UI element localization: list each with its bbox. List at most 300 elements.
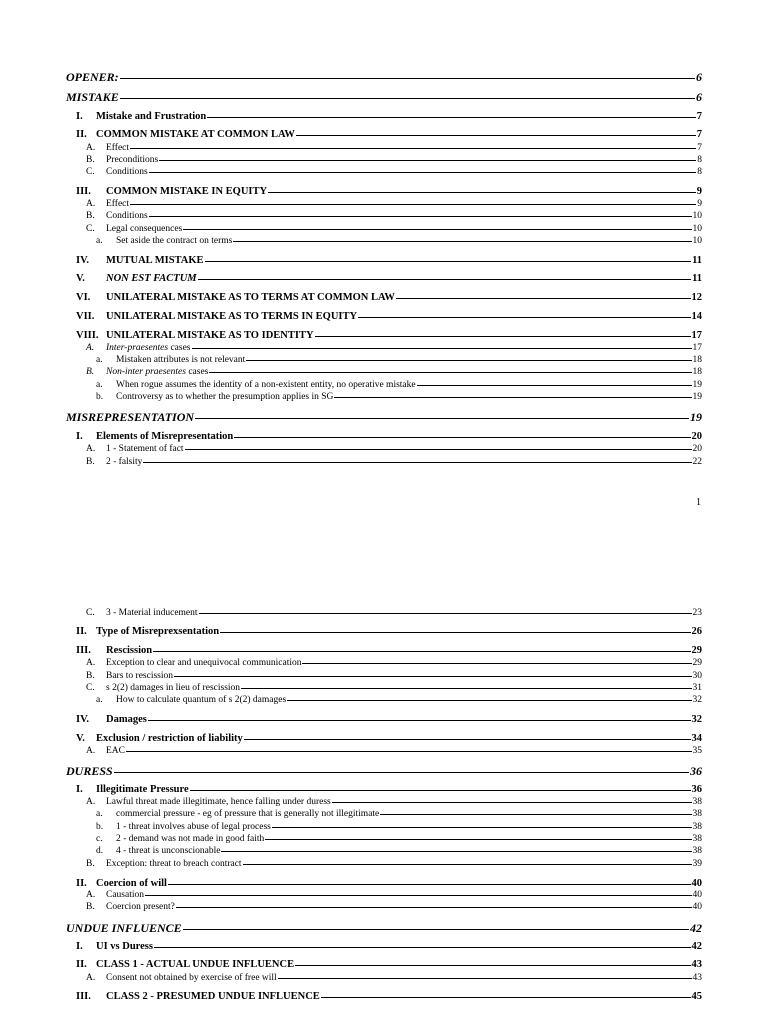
toc-entry-title [76, 645, 152, 656]
toc-entry-page: 19 [692, 380, 702, 390]
toc-entry-number: I. [76, 431, 83, 442]
toc-entry-page: 11 [692, 273, 702, 284]
toc-entry-page: 31 [692, 683, 702, 693]
toc-entry[interactable] [66, 392, 702, 402]
toc-leader-line [143, 462, 691, 463]
toc-entry-text: UNILATERAL MISTAKE AS TO TERMS IN EQUITY [106, 311, 358, 322]
toc-leader-line [332, 802, 692, 803]
toc-entry-text: How to calculate quantum of s 2(2) damages [116, 695, 287, 705]
toc-leader-line [380, 814, 691, 815]
toc-entry[interactable] [66, 746, 702, 756]
toc-entry[interactable] [66, 410, 702, 425]
toc-entry[interactable] [66, 695, 702, 705]
toc-entry-page: 19 [692, 392, 702, 402]
toc-entry-page: 38 [692, 834, 702, 844]
toc-entry[interactable] [66, 608, 702, 618]
toc-entry[interactable] [66, 186, 702, 197]
toc-leader-line [120, 78, 695, 79]
toc-entry-number: b. [96, 822, 104, 832]
toc-entry-number: d. [96, 846, 104, 856]
toc-entry-page: 8 [697, 167, 702, 177]
toc-entry-page: 20 [691, 431, 702, 442]
toc-leader-line [417, 385, 692, 386]
toc-entry[interactable] [66, 167, 702, 177]
toc-entry-page: 29 [691, 645, 702, 656]
toc-entry-title [86, 155, 158, 165]
toc-entry[interactable] [66, 733, 702, 744]
toc-entry-title [86, 973, 277, 983]
toc-entry-text: CLASS 2 - PRESUMED UNDUE INFLUENCE [106, 991, 320, 1002]
toc-leader-line [159, 160, 696, 161]
toc-entry[interactable] [66, 902, 702, 912]
toc-leader-line [205, 261, 692, 262]
toc-entry-number: A. [86, 797, 96, 807]
toc-leader-line [209, 372, 691, 373]
toc-entry-text: Consent not obtained by exercise of free will [106, 973, 277, 983]
toc-leader-line [190, 790, 691, 791]
toc-leader-line [183, 929, 689, 930]
toc-entry-page: 18 [692, 367, 702, 377]
toc-entry-number: VII. [76, 311, 95, 322]
toc-leader-line [149, 172, 697, 173]
toc-entry-title [66, 410, 194, 425]
toc-leader-line [246, 360, 691, 361]
toc-leader-line [221, 851, 691, 852]
toc-entry-page: 9 [697, 199, 702, 209]
toc-entry-number: C. [86, 608, 95, 618]
toc-entry-number: B. [86, 367, 95, 377]
toc-entry-page: 9 [696, 186, 702, 197]
toc-leader-line [220, 632, 690, 633]
toc-entry-page: 18 [692, 355, 702, 365]
toc-entry-title [76, 941, 153, 952]
toc-entry-text: Bars to rescission [106, 671, 174, 681]
toc-entry-text: UNDUE INFLUENCE [66, 921, 182, 935]
toc-leader-line [358, 317, 690, 318]
toc-entry-text: Damages [106, 714, 147, 725]
page-number: 1 [696, 497, 701, 508]
toc-entry[interactable] [66, 973, 702, 983]
toc-leader-line [295, 965, 690, 966]
toc-entry-text: Mistaken attributes is not relevant [116, 355, 246, 365]
toc-entry-title [96, 809, 379, 819]
toc-entry-text: s 2(2) damages in lieu of rescission [106, 683, 241, 693]
toc-entry-text: Set aside the contract on terms [116, 236, 233, 246]
toc-entry-number: a. [96, 355, 103, 365]
toc-entry-text: EAC [106, 746, 125, 756]
toc-entry-title [86, 683, 240, 693]
toc-entry-text: UNILATERAL MISTAKE AS TO IDENTITY [106, 330, 314, 341]
toc-entry[interactable] [66, 444, 702, 454]
toc-entry-page: 10 [692, 224, 702, 234]
toc-entry-number: B. [86, 671, 95, 681]
toc-entry-number: A. [86, 746, 96, 756]
toc-entry-text: Mistake and Frustration [96, 111, 207, 122]
toc-entry-text: COMMON MISTAKE IN EQUITY [106, 186, 268, 197]
toc-entry-title [66, 921, 182, 936]
toc-entry-page: 43 [691, 959, 702, 970]
toc-entry-page: 14 [691, 311, 702, 322]
toc-entry[interactable] [66, 714, 702, 725]
toc-entry-title-italic: Inter-praesentes [106, 343, 169, 353]
toc-entry[interactable] [66, 834, 702, 844]
toc-entry-title [76, 714, 147, 725]
toc-entry-text: Coercion present? [106, 902, 175, 912]
toc-entry-title [76, 255, 204, 266]
toc-entry-title [76, 959, 294, 970]
toc-entry[interactable] [66, 111, 702, 122]
toc-entry-title [96, 846, 220, 856]
toc-entry[interactable] [66, 155, 702, 165]
toc-entry-number: V. [76, 733, 85, 744]
toc-entry-page: 39 [692, 859, 702, 869]
toc-leader-line [120, 98, 695, 99]
toc-entry[interactable] [66, 380, 702, 390]
toc-entry-page: 7 [696, 111, 702, 122]
toc-entry-number: II. [76, 878, 87, 889]
toc-entry-text: MISTAKE [66, 90, 119, 104]
toc-entry-number: a. [96, 695, 103, 705]
toc-entry[interactable] [66, 921, 702, 936]
toc-entry[interactable] [66, 355, 702, 365]
toc-entry-title [76, 626, 219, 637]
toc-entry-text: Conditions [106, 211, 148, 221]
toc-entry-title [76, 431, 233, 442]
toc-entry-page: 17 [692, 343, 702, 353]
toc-entry-title [76, 111, 206, 122]
toc-entry[interactable] [66, 846, 702, 856]
toc-entry[interactable] [66, 311, 702, 322]
toc-entry[interactable] [66, 367, 702, 377]
toc-leader-line [234, 437, 690, 438]
toc-entry-page: 45 [691, 991, 702, 1002]
toc-entry-number: IV. [76, 255, 89, 266]
toc-entry-text: Preconditions [106, 155, 159, 165]
toc-entry-number: IV. [76, 714, 89, 725]
toc-leader-line [265, 839, 691, 840]
toc-entry[interactable] [66, 797, 702, 807]
toc-entry-text: Rescission [106, 645, 153, 656]
toc-entry-page: 40 [691, 878, 702, 889]
toc-entry-text: CLASS 1 - ACTUAL UNDUE INFLUENCE [96, 959, 295, 970]
toc-entry[interactable] [66, 878, 702, 889]
toc-leader-line [272, 827, 692, 828]
toc-entry-page: 12 [691, 292, 702, 303]
toc-entry-text: 1 - threat involves abuse of legal process [116, 822, 271, 832]
toc-entry[interactable] [66, 671, 702, 681]
toc-entry-number: A. [86, 973, 96, 983]
toc-entry-page: 30 [692, 671, 702, 681]
toc-entry-page: 35 [692, 746, 702, 756]
toc-leader-line [114, 772, 689, 773]
toc-entry-text: Type of Misreprexsentation [96, 626, 220, 637]
toc-entry[interactable] [66, 941, 702, 952]
toc-entry[interactable] [66, 626, 702, 637]
toc-entry-page: 36 [691, 784, 702, 795]
toc-entry-text: NON EST FACTUM [106, 273, 197, 284]
toc-leader-line [195, 418, 689, 419]
toc-entry-title [86, 444, 184, 454]
toc-entry-text: UI vs Duress [96, 941, 153, 952]
toc-entry-title [86, 797, 331, 807]
toc-entry-page: 38 [692, 822, 702, 832]
toc-leader-line [296, 135, 696, 136]
toc-entry-number: II. [76, 129, 87, 140]
toc-entry-title [96, 392, 333, 402]
toc-entry-title [76, 292, 395, 303]
toc-entry-page: 10 [692, 211, 702, 221]
toc-entry-title [96, 380, 416, 390]
toc-entry-number: I. [76, 111, 83, 122]
toc-entry[interactable] [66, 129, 702, 140]
toc-entry-text: Causation [106, 890, 144, 900]
toc-entry-title-italic: Non-inter praesentes [106, 367, 186, 377]
toc-leader-line [287, 700, 691, 701]
toc-entry-page: 32 [692, 695, 702, 705]
toc-entry[interactable] [66, 255, 702, 266]
toc-entry-text: 1 - Statement of fact [106, 444, 184, 454]
toc-entry-page: 42 [691, 941, 702, 952]
toc-leader-line [183, 229, 691, 230]
toc-entry[interactable] [66, 809, 702, 819]
toc-entry[interactable] [66, 457, 702, 467]
toc-entry-page: 10 [692, 236, 702, 246]
toc-entry-number: A. [86, 890, 96, 900]
toc-entry-title [96, 355, 245, 365]
toc-leader-line [278, 978, 692, 979]
toc-entry-page: 8 [697, 155, 702, 165]
toc-entry-number: c. [96, 834, 103, 844]
toc-entry-title [86, 224, 182, 234]
toc-entry-title [96, 695, 286, 705]
toc-entry-text: Exclusion / restriction of liability [96, 733, 243, 744]
toc-entry-number: I. [76, 784, 83, 795]
toc-entry-page: 32 [691, 714, 702, 725]
toc-entry-number: I. [76, 941, 83, 952]
toc-entry-page: 38 [692, 809, 702, 819]
toc-entry-page: 38 [692, 846, 702, 856]
toc-entry-text: Controversy as to whether the presumption applies in SG [116, 392, 334, 402]
toc-entry-number: C. [86, 167, 95, 177]
toc-entry-number: II. [76, 626, 87, 637]
toc-entry-text: Effect [106, 143, 130, 153]
toc-entry-text: Legal consequences [106, 224, 183, 234]
toc-entry-page: 19 [690, 410, 702, 424]
toc-entry[interactable] [66, 343, 702, 353]
toc-leader-line [174, 676, 691, 677]
toc-entry-text: Elements of Misrepresentation [96, 431, 234, 442]
toc-entry[interactable] [66, 143, 702, 153]
toc-entry-title [86, 143, 129, 153]
toc-entry-number: b. [96, 392, 104, 402]
toc-entry[interactable] [66, 784, 702, 795]
toc-leader-line [244, 739, 691, 740]
toc-entry[interactable] [66, 273, 702, 284]
toc-entry-title [86, 167, 148, 177]
toc-entry-title [76, 733, 243, 744]
toc-entry[interactable] [66, 199, 702, 209]
toc-entry[interactable] [66, 683, 702, 693]
toc-entry-page: 34 [691, 733, 702, 744]
toc-entry-text: 3 - Material inducement [106, 608, 198, 618]
toc-entry-title [86, 211, 148, 221]
toc-entry-page: 23 [692, 608, 702, 618]
toc-entry[interactable] [66, 330, 702, 341]
toc-leader-line [130, 148, 696, 149]
toc-entry-text: Lawful threat made illegitimate, hence falling under duress [106, 797, 331, 807]
toc-entry-number: C. [86, 224, 95, 234]
toc-entry-title [86, 457, 142, 467]
toc-entry-number: C. [86, 683, 95, 693]
toc-leader-line [199, 613, 692, 614]
toc-entry-title-rest: cases [185, 367, 209, 377]
toc-entry-page: 20 [692, 444, 702, 454]
toc-entry-number: A. [86, 658, 96, 668]
toc-entry-page: 7 [696, 129, 702, 140]
toc-entry-title [86, 859, 242, 869]
toc-leader-line [130, 204, 696, 205]
toc-entry-page: 36 [690, 764, 702, 778]
toc-entry[interactable] [66, 224, 702, 234]
toc-entry-title [86, 367, 208, 377]
toc-leader-line [154, 947, 691, 948]
toc-entry-text: DURESS [66, 764, 113, 778]
toc-entry-title [96, 834, 264, 844]
toc-entry-number: a. [96, 809, 103, 819]
toc-leader-line [243, 864, 692, 865]
toc-leader-line [241, 688, 691, 689]
toc-leader-line [168, 884, 691, 885]
toc-entry-number: B. [86, 211, 95, 221]
toc-entry-number: B. [86, 457, 95, 467]
toc-entry-text: Coercion of will [96, 878, 167, 889]
toc-entry-number: a. [96, 236, 103, 246]
toc-leader-line [153, 651, 690, 652]
toc-entry-page: 40 [692, 902, 702, 912]
toc-entry-number: VI. [76, 292, 91, 303]
toc-entry-text: COMMON MISTAKE AT COMMON LAW [96, 129, 295, 140]
toc-entry-page: 6 [696, 70, 702, 84]
toc-entry[interactable] [66, 890, 702, 900]
toc-entry-title [76, 784, 189, 795]
toc-entry-text: When rogue assumes the identity of a non-existent entity, no operative mistake [116, 380, 416, 390]
toc-entry-number: III. [76, 645, 91, 656]
toc-entry-text: Conditions [106, 167, 148, 177]
toc-entry-title [86, 746, 125, 756]
toc-entry-number: a. [96, 380, 103, 390]
toc-entry-text: Illegitimate Pressure [96, 784, 189, 795]
toc-entry-title [86, 658, 301, 668]
toc-entry[interactable] [66, 70, 702, 85]
toc-entry-text: UNILATERAL MISTAKE AS TO TERMS AT COMMON LAW [106, 292, 395, 303]
toc-entry-title [76, 129, 295, 140]
toc-leader-line [315, 336, 691, 337]
toc-entry-number: III. [76, 186, 91, 197]
toc-entry[interactable] [66, 292, 702, 303]
toc-entry[interactable] [66, 211, 702, 221]
toc-entry-title [76, 273, 197, 284]
toc-entry-text: commercial pressure - eg of pressure that is generally not illegitimate [116, 809, 380, 819]
toc-entry-text: 2 - demand was not made in good faith [116, 834, 265, 844]
toc-entry-page: 42 [690, 921, 702, 935]
toc-leader-line [302, 663, 691, 664]
toc-entry-text: 4 - threat is unconscionable [116, 846, 221, 856]
toc-entry-page: 17 [691, 330, 702, 341]
toc-entry-text: OPENER: [66, 70, 119, 84]
toc-entry[interactable] [66, 431, 702, 442]
toc-entry-number: B. [86, 155, 95, 165]
toc-leader-line [334, 397, 691, 398]
toc-entry-number: A. [86, 444, 96, 454]
toc-leader-line [149, 216, 692, 217]
toc-entry-number: A. [86, 343, 95, 353]
toc-entry-number: A. [86, 143, 96, 153]
toc-entry-title [86, 199, 129, 209]
toc-leader-line [396, 298, 691, 299]
toc-leader-line [207, 117, 696, 118]
toc-entry-title [66, 90, 119, 105]
toc-entry-text: Effect [106, 199, 130, 209]
toc-entry-title [96, 822, 271, 832]
toc-entry[interactable] [66, 236, 702, 246]
toc-entry-page: 7 [697, 143, 702, 153]
toc-entry-number: II. [76, 959, 87, 970]
toc-entry-page: 6 [696, 90, 702, 104]
toc-leader-line [126, 751, 692, 752]
toc-entry-page: 22 [692, 457, 702, 467]
toc-entry-title [76, 878, 167, 889]
toc-entry-text: Exception to clear and unequivocal communication [106, 658, 302, 668]
toc-entry-title [76, 311, 357, 322]
toc-entry-title [86, 608, 198, 618]
toc-entry[interactable] [66, 859, 702, 869]
toc-entry-number: B. [86, 859, 95, 869]
toc-entry[interactable] [66, 90, 702, 105]
toc-entry-title [86, 890, 144, 900]
toc-entry-page: 38 [692, 797, 702, 807]
toc-entry-text: 2 - falsity [106, 457, 143, 467]
toc-entry-title [86, 343, 191, 353]
toc-entry-page: 11 [692, 255, 702, 266]
toc-entry[interactable] [66, 822, 702, 832]
toc-leader-line [198, 279, 691, 280]
toc-leader-line [185, 449, 692, 450]
toc-entry-title [86, 902, 175, 912]
toc-entry-number: V. [76, 273, 85, 284]
toc-entry-text: Exception: threat to breach contract [106, 859, 242, 869]
toc-entry[interactable] [66, 764, 702, 779]
toc-entry-title [66, 764, 113, 779]
toc-entry-title [96, 236, 232, 246]
toc-entry[interactable] [66, 959, 702, 970]
toc-entry-title [76, 330, 314, 341]
toc-entry-title [76, 991, 320, 1002]
toc-entry-text: MISREPRESENTATION [66, 410, 195, 424]
toc-entry[interactable] [66, 658, 702, 668]
toc-entry-page: 26 [691, 626, 702, 637]
toc-entry[interactable] [66, 991, 702, 1002]
toc-entry-text: MUTUAL MISTAKE [106, 255, 204, 266]
toc-entry[interactable] [66, 645, 702, 656]
toc-entry-title [86, 671, 173, 681]
toc-entry-title-rest: cases [168, 343, 191, 353]
toc-entry-page: 40 [692, 890, 702, 900]
toc-entry-number: III. [76, 991, 91, 1002]
toc-leader-line [145, 895, 692, 896]
toc-entry-page: 29 [692, 658, 702, 668]
toc-entry-number: A. [86, 199, 96, 209]
toc-leader-line [233, 241, 691, 242]
